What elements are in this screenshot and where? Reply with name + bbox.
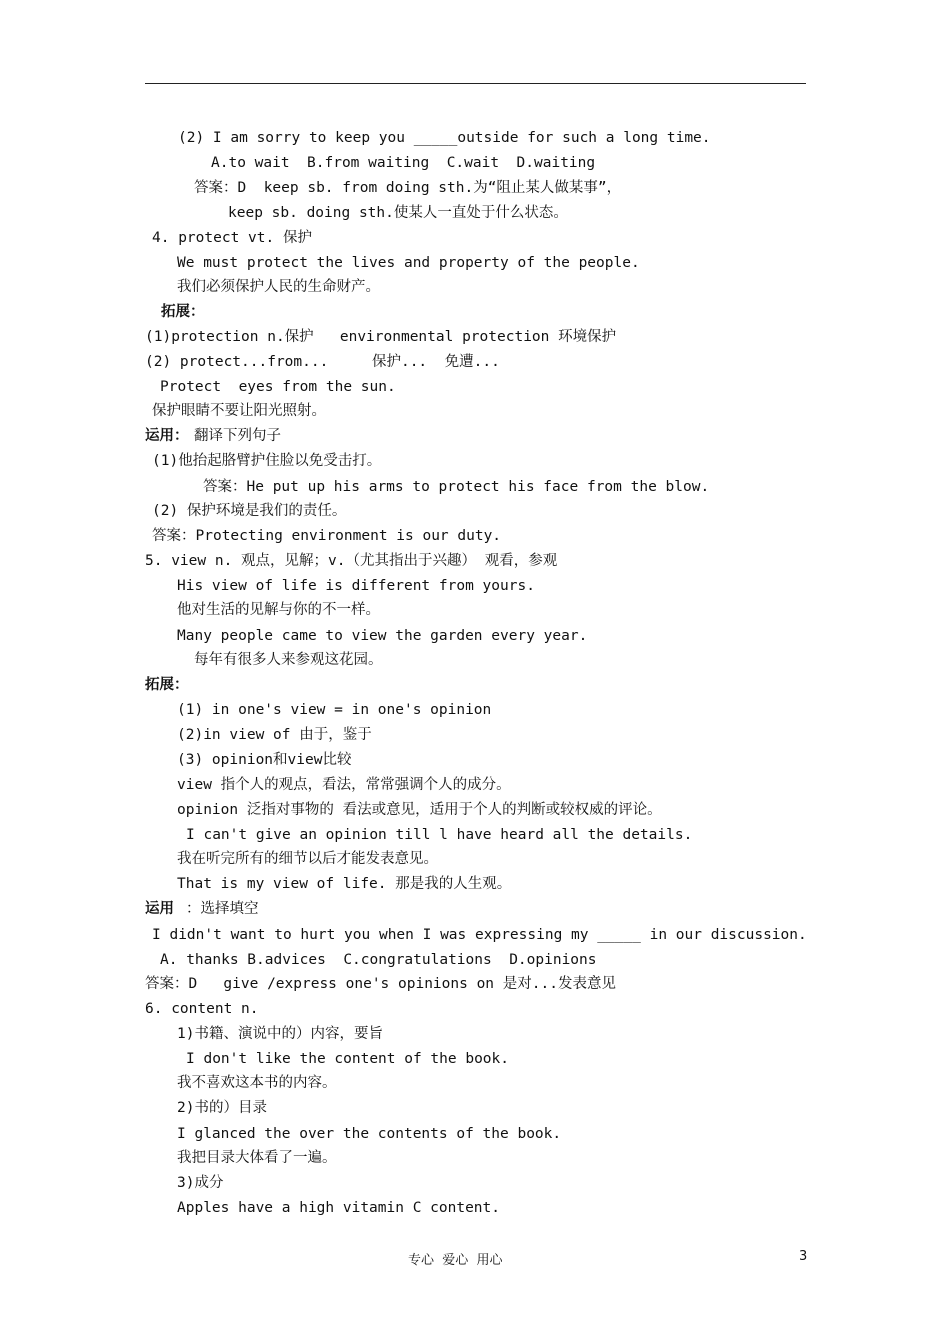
text-line: (3) opinion和view比较	[177, 752, 352, 768]
text-line: A.to wait B.from waiting C.wait D.waiting	[211, 155, 596, 171]
text-line: (1)他抬起胳臂护住脸以免受击打。	[152, 453, 382, 469]
label-usage: 运用：	[145, 428, 189, 444]
text-line: His view of life is different from yours.	[177, 578, 535, 594]
label-extension: 拓展：	[161, 304, 205, 320]
text-line: 每年有很多人来参观这花园。	[194, 652, 383, 668]
text-line: 2)书的）目录	[177, 1100, 267, 1116]
text-line: keep sb. doing sth.使某人一直处于什么状态。	[228, 205, 568, 221]
text-line: 答案：D keep sb. from doing sth.为“阻止某人做某事”，	[194, 180, 622, 196]
text-line: 答案：Protecting environment is our duty.	[152, 528, 502, 544]
text-line: 保护眼睛不要让阳光照射。	[152, 403, 326, 419]
text-line: I glanced the over the contents of the book.	[177, 1126, 562, 1142]
section-heading: 6. content n.	[145, 1001, 259, 1017]
text-line: That is my view of life. 那是我的人生观。	[177, 876, 512, 892]
text-line: 答案：He put up his arms to protect his face from the blow.	[203, 479, 710, 495]
text-line: I don't like the content of the book.	[186, 1051, 510, 1067]
text-line: view 指个人的观点，看法，常常强调个人的成分。	[177, 777, 511, 793]
text-line: A. thanks B.advices C.congratulations D.opinions	[160, 952, 597, 968]
label-usage: 运用	[145, 901, 174, 917]
label-extension: 拓展：	[145, 677, 189, 693]
text-line: I can't give an opinion till l have heard all the details.	[186, 827, 693, 843]
footer-slogan: 专心 爱心 用心	[408, 1253, 503, 1268]
section-heading: 5. view n. 观点，见解；v.（尤其指出于兴趣） 观看，参观	[145, 553, 558, 569]
page-number: 3	[799, 1249, 808, 1264]
text-line: 我在听完所有的细节以后才能发表意见。	[177, 851, 438, 867]
text-line: ：选择填空	[186, 901, 259, 917]
header-rule	[145, 83, 806, 84]
text-line: (1)protection n.保护 environmental protection 环境保护	[145, 329, 617, 345]
text-line: I didn't want to hurt you when I was expressing my _____ in our discussion.	[152, 927, 807, 943]
text-line: opinion 泛指对事物的 看法或意见，适用于个人的判断或较权威的评论。	[177, 802, 662, 818]
text-line: 我把目录大体看了一遍。	[177, 1150, 337, 1166]
text-line: (1) in one's view = in one's opinion	[177, 702, 492, 718]
text-line: 翻译下列句子	[194, 428, 281, 444]
text-line: 3)成分	[177, 1175, 224, 1191]
text-line: (2) I am sorry to keep you _____outside for such a long time.	[178, 130, 711, 146]
text-line: Protect eyes from the sun.	[160, 379, 396, 395]
text-line: (2)in view of 由于，鉴于	[177, 727, 372, 743]
text-line: (2) protect...from... 保护... 免遭...	[145, 354, 500, 370]
text-line: Many people came to view the garden every year.	[177, 628, 588, 644]
text-line: 我们必须保护人民的生命财产。	[177, 279, 380, 295]
section-heading: 4. protect vt. 保护	[152, 230, 312, 246]
text-line: 我不喜欢这本书的内容。	[177, 1075, 337, 1091]
text-line: 他对生活的见解与你的不一样。	[177, 602, 380, 618]
text-line: 1)书籍、演说中的）内容，要旨	[177, 1026, 383, 1042]
text-line: 答案：D give /express one's opinions on 是对...发表意见	[145, 976, 616, 992]
text-line: Apples have a high vitamin C content.	[177, 1200, 501, 1216]
text-line: (2) 保护环境是我们的责任。	[152, 503, 347, 519]
text-line: We must protect the lives and property of the people.	[177, 255, 640, 271]
